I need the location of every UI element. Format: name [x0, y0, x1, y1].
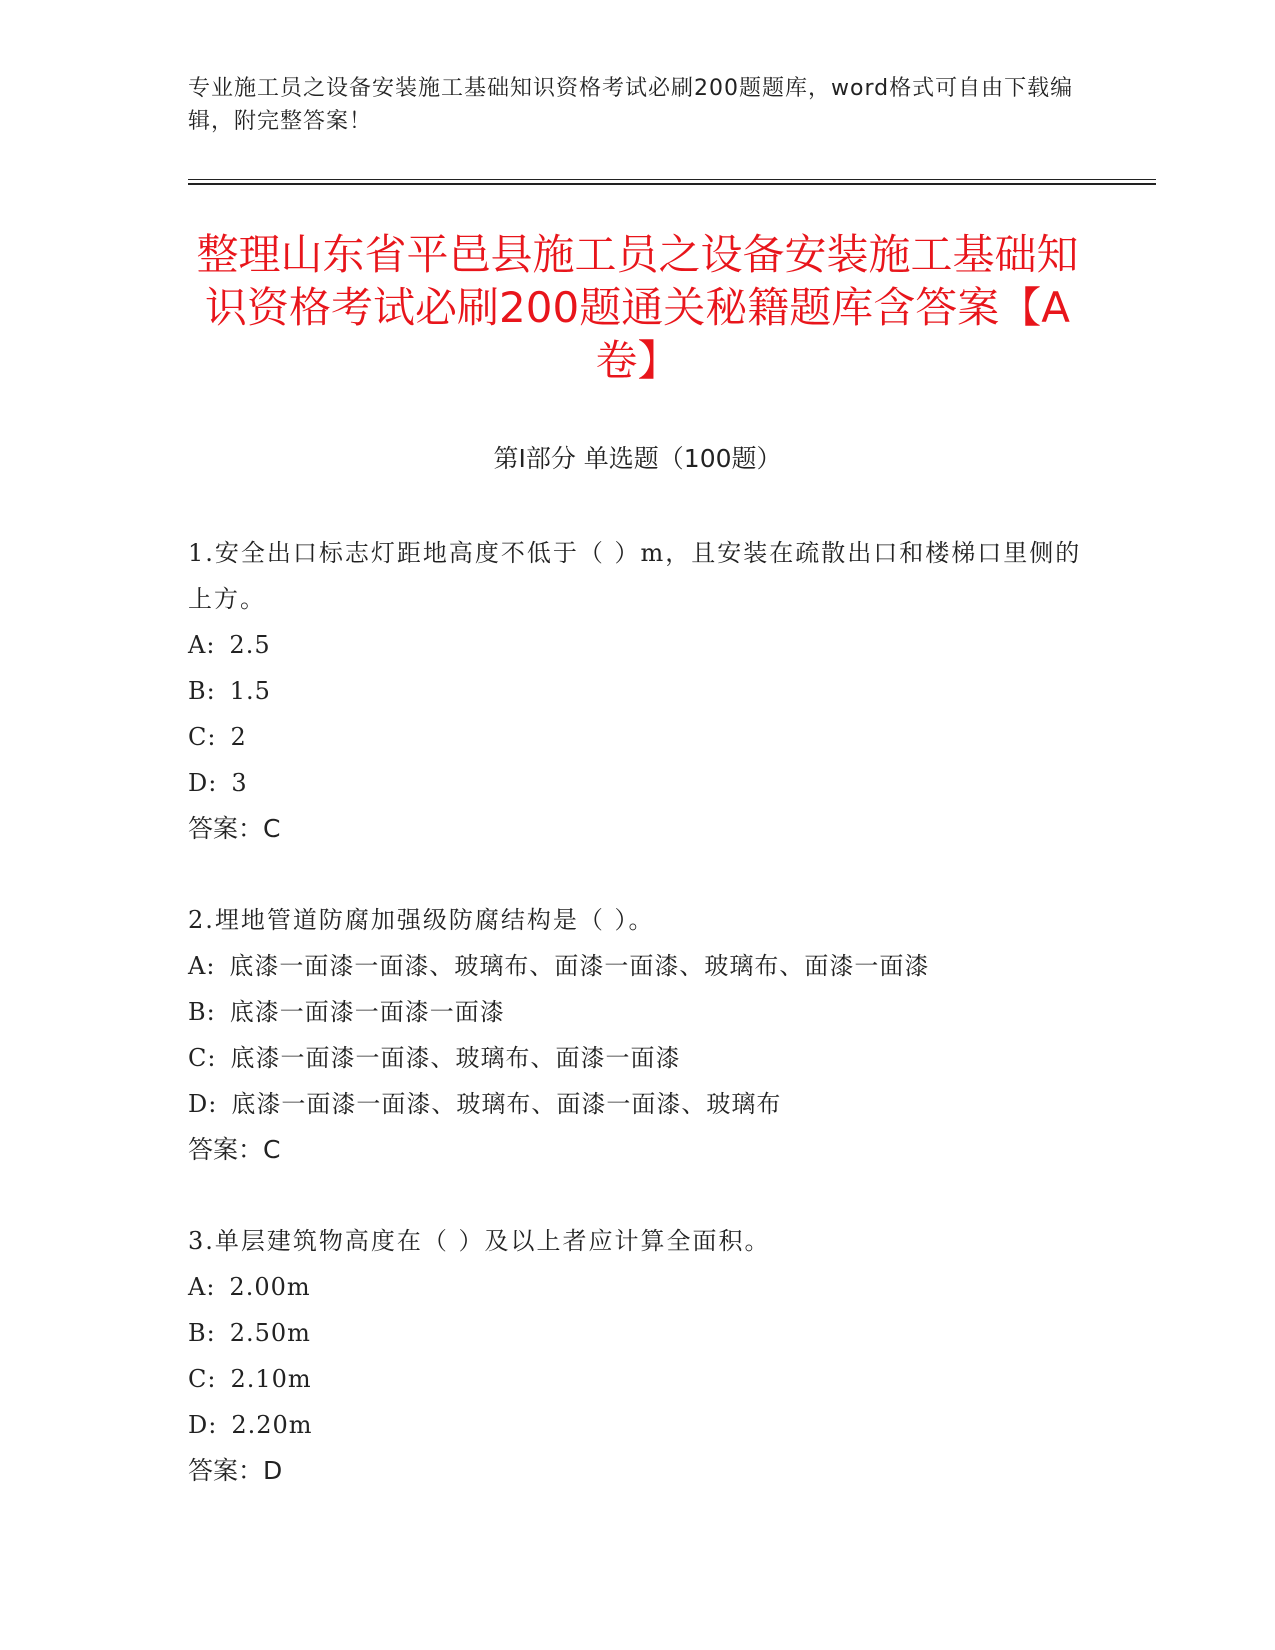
option-text: 2 [230, 723, 247, 751]
option-text: 1.5 [229, 677, 271, 705]
option-letter: C: [188, 1365, 217, 1393]
option-text: 底漆一面漆一面漆、玻璃布、面漆一面漆 [230, 1044, 681, 1072]
answer-line: 答案：C [188, 814, 281, 843]
option-text: 2.00m [229, 1273, 311, 1301]
question-stem: 2.埋地管道防腐加强级防腐结构是（ ）。 [188, 906, 655, 934]
option-text: 2.10m [230, 1365, 312, 1393]
option-b [188, 989, 1088, 1035]
answer-line: 答案：C [188, 1135, 281, 1164]
option-a [188, 1264, 1088, 1310]
answer-line: 答案：D [188, 1456, 283, 1485]
option-letter: B: [188, 998, 216, 1026]
option-a [188, 622, 1088, 668]
question-stem: 1.安全出口标志灯距地高度不低于（ ）m，且安装在疏散出口和楼梯口里侧的上方。 [188, 539, 1082, 613]
option-letter: B: [188, 1319, 216, 1347]
question-item [188, 530, 1088, 852]
option-c [188, 1035, 1088, 1081]
option-letter: A: [188, 631, 216, 659]
option-text: 2.5 [229, 631, 271, 659]
option-letter: A: [188, 1273, 216, 1301]
option-a [188, 943, 1088, 989]
option-letter: C: [188, 723, 217, 751]
option-text: 底漆一面漆一面漆、玻璃布、面漆一面漆、玻璃布、面漆一面漆 [229, 952, 930, 980]
option-letter: D: [188, 1090, 218, 1118]
option-text: 2.20m [231, 1411, 313, 1439]
option-d [188, 760, 1088, 806]
question-stem: 3.单层建筑物高度在（ ）及以上者应计算全面积。 [188, 1227, 771, 1255]
document-title: 整理山东省平邑县施工员之设备安装施工基础知识资格考试必刷200题通关秘籍题库含答案【A卷】 [196, 230, 1079, 385]
option-c [188, 1356, 1088, 1402]
option-b [188, 1310, 1088, 1356]
option-text: 2.50m [229, 1319, 311, 1347]
section-title: 第Ⅰ部分 单选题（100题） [493, 444, 782, 473]
option-d [188, 1081, 1088, 1127]
option-letter: D: [188, 769, 218, 797]
option-letter: B: [188, 677, 216, 705]
option-letter: D: [188, 1411, 218, 1439]
question-item [188, 1218, 1088, 1494]
option-c [188, 714, 1088, 760]
question-list [188, 530, 1088, 1539]
option-text: 底漆一面漆一面漆一面漆 [229, 998, 505, 1026]
header-divider-thick [188, 183, 1156, 185]
option-text: 3 [231, 769, 248, 797]
header-divider-thin [188, 179, 1156, 180]
option-text: 底漆一面漆一面漆、玻璃布、面漆一面漆、玻璃布 [231, 1090, 782, 1118]
option-b [188, 668, 1088, 714]
option-letter: A: [188, 952, 216, 980]
option-d [188, 1402, 1088, 1448]
question-item [188, 897, 1088, 1173]
header-note: 专业施工员之设备安装施工基础知识资格考试必刷200题题库，word格式可自由下载编辑，附完整答案！ [188, 76, 1074, 134]
option-letter: C: [188, 1044, 217, 1072]
